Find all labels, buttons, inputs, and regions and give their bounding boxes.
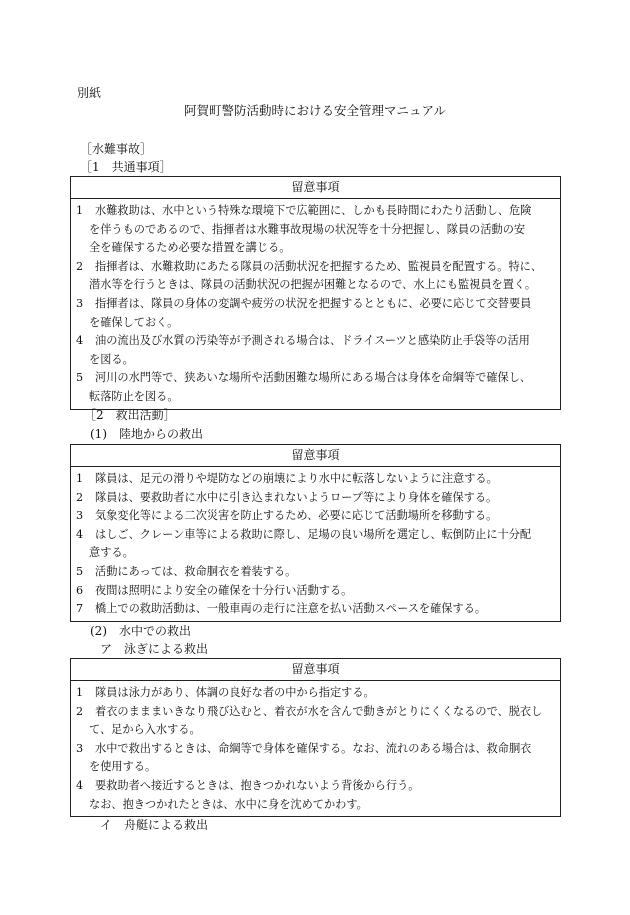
item-number: 5	[76, 564, 84, 578]
heading-in-water-rescue: (2) 水中での救出	[90, 624, 191, 638]
notes-table-common	[70, 176, 561, 410]
attachment-label: 別紙	[77, 86, 102, 100]
item-text-line: 指揮者は、隊員の身体の変調や疲労の状況を把握するとともに、必要に応じて交替要員	[95, 296, 532, 310]
item-text-line: 要救助者へ接近するときは、抱きつかれないよう背後から行う。	[95, 778, 420, 792]
item-text-line: 着衣のまままいきなり飛び込むと、着衣が水を含んで動きがとりにくくなるので、脱衣し	[95, 704, 543, 718]
item-text-line: て、足から入水する。	[89, 723, 201, 737]
item-text-line: なお、抱きつかれたときは、水中に身を沈めてかわす。	[89, 797, 368, 811]
item-text-line: 夜間は照明により安全の確保を十分行い活動する。	[95, 583, 353, 597]
list-item	[71, 777, 560, 814]
list-item	[71, 526, 560, 563]
list-item	[71, 684, 560, 703]
heading-rescue-activity: ［2 救出活動］	[84, 408, 176, 422]
item-text-line: 油の流出及び水質の汚染等が予測される場合は、ドライスーツと感染防止手袋等の活用	[95, 334, 530, 348]
item-text-line: 潜水等を行うときは、隊員の活動状況の把握が困難となるので、水上にも監視員を置く。	[89, 278, 537, 292]
list-item	[71, 703, 560, 740]
list-item	[71, 295, 560, 332]
item-text-line: 隊員は泳力があり、体調の良好な者の中から指定する。	[95, 686, 375, 699]
table-header: 留意事項	[71, 445, 560, 467]
item-text-line: を確保しておく。	[89, 315, 179, 329]
item-number: 4	[76, 527, 84, 541]
table-body	[71, 681, 560, 816]
table-header: 留意事項	[71, 659, 560, 681]
item-text-line: を伴うものであるので、指揮者は水難事故現場の状況等を十分把握し、隊員の活動の安	[89, 222, 526, 236]
item-number: 4	[76, 334, 84, 348]
list-item	[71, 507, 560, 526]
list-item	[71, 600, 560, 619]
item-number: 5	[76, 371, 84, 385]
heading-swimming-rescue: ア 泳ぎによる救出	[100, 642, 209, 656]
item-number: 6	[76, 583, 84, 597]
item-text-line: 隊員は、足元の滑りや堤防などの崩壊により水中に転落しないように注意する。	[95, 472, 498, 485]
heading-land-rescue: (1) 陸地からの救出	[90, 427, 203, 441]
item-number: 3	[76, 296, 84, 310]
item-text-line: 活動にあっては、救命胴衣を着装する。	[95, 564, 297, 578]
list-item	[71, 258, 560, 295]
list-item	[71, 582, 560, 601]
item-text-line: を図る。	[89, 352, 134, 366]
item-number: 1	[76, 204, 84, 217]
item-text-line: 全を確保するため必要な措置を講じる。	[89, 241, 291, 255]
notes-table-swimming-rescue	[70, 658, 561, 817]
document-title: 阿賀町警防活動時における安全管理マニュアル	[183, 103, 446, 118]
list-item	[71, 740, 560, 777]
item-number: 7	[76, 602, 84, 616]
list-item	[71, 470, 560, 489]
heading-boat-rescue: イ 舟艇による救出	[100, 818, 209, 832]
item-text-line: 水難救助は、水中という特殊な環境下で広範囲に、しかも長時間にわたり活動し、危険	[95, 204, 532, 217]
item-text-line: 気象変化等による二次災害を防止するため、必要に応じて活動場所を移動する。	[95, 509, 498, 523]
item-number: 3	[76, 741, 84, 755]
list-item	[71, 489, 560, 508]
item-number: 3	[76, 509, 84, 523]
notes-table-land-rescue	[70, 444, 561, 622]
heading-common-items: ［1 共通事項］	[80, 160, 172, 174]
list-item	[71, 202, 560, 258]
item-text-line: 水中で救出するときは、命綱等で身体を確保する。なお、流れのある場合は、救命胴衣	[95, 741, 532, 755]
item-text-line: 河川の水門等で、狭あいな場所や活動困難な場所にある場合は身体を命綱等で確保し、	[95, 371, 532, 385]
item-text-line: 指揮者は、水難救助にあたる隊員の活動状況を把握するため、監視員を配置する。特に、	[95, 259, 543, 273]
list-item	[71, 563, 560, 582]
item-text-line: を使用する。	[89, 760, 157, 774]
item-text-line: 転落防止を図る。	[89, 389, 179, 403]
item-text-line: 隊員は、要救助者に水中に引き込まれないようロープ等により身体を確保する。	[95, 490, 498, 504]
table-header: 留意事項	[71, 177, 560, 199]
item-number: 1	[76, 686, 84, 699]
item-number: 1	[76, 472, 84, 485]
item-number: 4	[76, 778, 84, 792]
item-number: 2	[76, 259, 84, 273]
table-body	[71, 199, 560, 409]
item-number: 2	[76, 490, 84, 504]
item-text-line: 橋上での救助活動は、一般車両の走行に注意を払い活動スペースを確保する。	[95, 602, 487, 616]
list-item	[71, 369, 560, 406]
item-text-line: はしご、クレーン車等による救助に際し、足場の良い場所を選定し、転倒防止に十分配	[95, 527, 532, 541]
heading-water-accident: ［水難事故］	[80, 142, 153, 156]
list-item	[71, 332, 560, 369]
table-body	[71, 467, 560, 621]
item-number: 2	[76, 704, 84, 718]
item-text-line: 意する。	[89, 546, 134, 560]
